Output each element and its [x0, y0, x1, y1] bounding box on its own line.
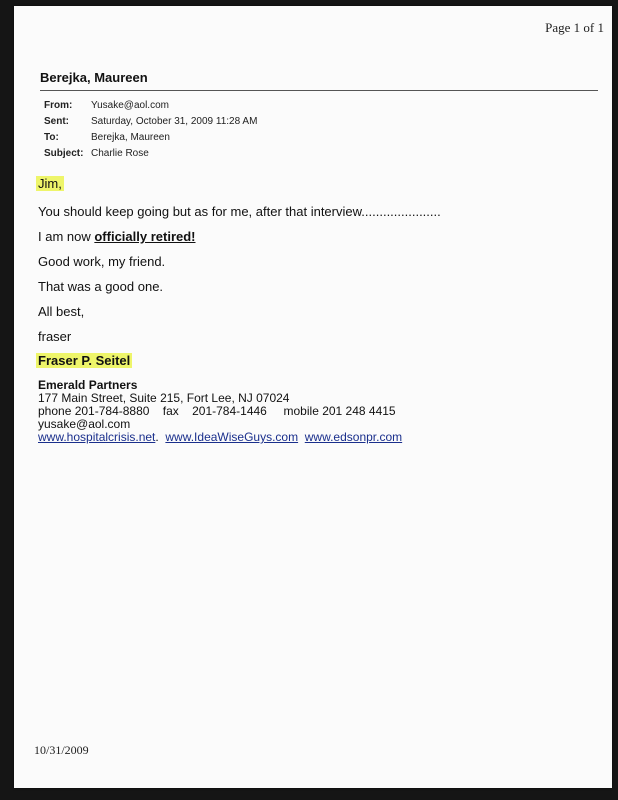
signature-name: Fraser P. Seitel: [38, 353, 131, 368]
meta-from: [44, 98, 257, 114]
meta-key: Sent:: [44, 116, 69, 127]
link-separator: .: [155, 430, 166, 444]
emphasis-text: officially retired!: [94, 229, 196, 244]
meta-key: To:: [44, 132, 59, 143]
header-divider: [40, 90, 598, 91]
email-meta: [44, 98, 257, 162]
sender-heading: Berejka, Maureen: [40, 70, 148, 85]
document-page: [14, 6, 612, 788]
meta-sent: [44, 114, 257, 130]
body-line-2: [38, 229, 196, 244]
signature-block: [38, 379, 402, 444]
meta-value: Saturday, October 31, 2009 11:28 AM: [91, 116, 258, 127]
page-number: Page 1 of 1: [545, 20, 604, 35]
greeting: [38, 176, 64, 191]
meta-key: From:: [44, 100, 73, 111]
meta-value: Charlie Rose: [91, 148, 149, 159]
body-line-4: That was a good one.: [38, 279, 164, 294]
signature-links: [38, 431, 402, 444]
company-name: Emerald Partners: [38, 378, 138, 392]
signature-name-line: [38, 353, 132, 368]
meta-key: Subject:: [44, 148, 84, 159]
footer-date: 10/31/2009: [34, 743, 89, 757]
link-ideawiseguys[interactable]: www.IdeaWiseGuys.com: [165, 430, 299, 444]
body-line-6: fraser: [38, 329, 72, 344]
meta-value: Yusake@aol.com: [91, 100, 169, 111]
body-text: I am now: [38, 229, 95, 244]
highlighted-greeting: Jim,: [38, 176, 62, 191]
body-line-5: All best,: [38, 304, 85, 319]
phone-numbers: phone 201-784-8880 fax 201-784-1446 mobile 201 248 4415: [38, 404, 396, 418]
body-line-1: You should keep going but as for me, after that interview......................: [38, 204, 441, 219]
body-line-3: Good work, my friend.: [38, 254, 166, 269]
link-hospitalcrisis[interactable]: www.hospitalcrisis.net: [38, 430, 156, 444]
link-edsonpr[interactable]: www.edsonpr.com: [304, 430, 403, 444]
meta-value: Berejka, Maureen: [91, 132, 170, 143]
address: 177 Main Street, Suite 215, Fort Lee, NJ 07024: [38, 391, 290, 405]
signature-email: yusake@aol.com: [38, 417, 131, 431]
meta-subject: [44, 146, 257, 162]
meta-to: [44, 130, 257, 146]
